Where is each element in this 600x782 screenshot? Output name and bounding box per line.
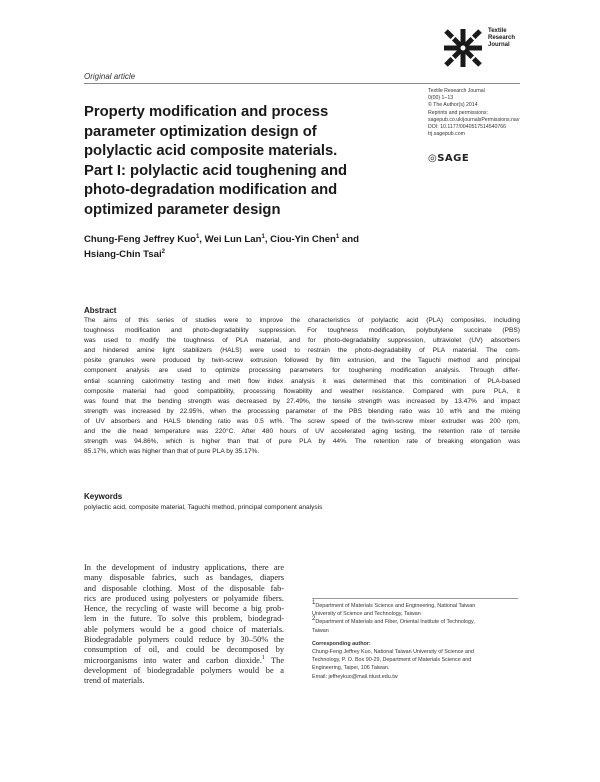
affiliation-sup: 1 <box>312 600 316 607</box>
body-line: consumption of oil, and could be decomposed by <box>84 645 284 655</box>
body-line: trend of materials. <box>84 676 145 686</box>
abstract-line: The aims of this series of studies were to improve the characteristics of polylactic acid (PLA) composites, including <box>84 317 520 324</box>
author-list <box>84 232 444 262</box>
body-line-tail: The <box>264 655 285 665</box>
permissions-link[interactable]: sagepub.co.uk/journalsPermissions.nav <box>428 116 520 123</box>
body-line <box>84 656 284 666</box>
publisher-logo <box>428 153 469 164</box>
affiliation-line: University of Science and Technology, Taiwan <box>312 611 421 618</box>
journal-logo-text <box>488 28 548 49</box>
body-line: able polymers would be a good choice of materials. <box>84 624 284 634</box>
abstract-line: of UV absorbers and HALS blending ratio was 0.5 wt%. The screw speed of the twin-screw mixer extruder was 200 rpm, <box>84 417 520 425</box>
author-affiliation-sup: 1 <box>335 233 340 240</box>
corresponding-line: Engineering, Taipei, 106 Taiwan. <box>312 665 390 672</box>
corresponding-line: Chung-Feng Jeffrey Kuo, National Taiwan University of Science and <box>312 649 474 656</box>
body-text <box>84 563 284 687</box>
body-line: and disposable clothing. Most of the disposable fab- <box>84 583 284 593</box>
corresponding-line: Technology, P. O. Box 90-29, Department of Materials Science and <box>312 657 472 664</box>
logo-line: Research <box>488 35 516 41</box>
author-line <box>84 232 444 247</box>
footnotes <box>312 602 522 681</box>
article-type-label: Original article <box>84 72 136 81</box>
title-line: parameter optimization design of <box>84 123 317 140</box>
abstract-line: ential scanning calorimetry testing and melt flow index analysis it was determined that this combination of PLA-based <box>84 377 520 385</box>
journal-site-link[interactable]: trj.sagepub.com <box>428 131 465 138</box>
abstract-line: strength was 94.86%, which is higher than that of pure PLA by 44%. The retention rate of breaking elongation was <box>84 438 520 446</box>
body-line: In the development of industry applications, there are <box>84 563 284 572</box>
affiliation-text: Department of Materials Science and Engineering, National Taiwan <box>315 603 476 609</box>
author-name: Wei Lun Lan <box>204 234 262 245</box>
abstract-line: and hindered amine light stabilizers (HALS) were used to restrain the photo-degradability of PLA material. The com- <box>84 347 520 355</box>
body-line: Biodegradable polymers could reduce by 30–50% the <box>84 635 284 645</box>
logo-line: Textile <box>488 28 507 34</box>
body-line: rics are produced using polyesters or polyamide fibers. <box>84 593 284 603</box>
affiliation-line <box>312 618 522 626</box>
body-line: development of biodegradable polymers would be a <box>84 665 284 675</box>
affiliation-text: Department of Materials and Fiber, Oriental Institute of Technology, <box>315 619 475 626</box>
affiliation-line: Taiwan <box>312 627 329 634</box>
abstract-line: was used to modify the toughness of PLA material, and for photo-degradability suppression, ultraviolet (UV) absorbers <box>84 337 520 345</box>
copyright: © The Author(s) 2014 <box>428 102 478 109</box>
abstract-line: posite granules were produced by twin-screw extrusion followed by film extrusion, and the Taguchi method and principal <box>84 357 520 365</box>
author-name: Hsiang-Chin Tsai <box>84 249 162 260</box>
author-name: Ciou-Yin Chen <box>270 234 336 245</box>
abstract-line: and the die head temperature was 220°C. After 480 hours of UV accelerated aging testing, the retention rate of tensile <box>84 428 520 436</box>
keywords-text: polylactic acid, composite material, Taguchi method, principal component analysis <box>84 504 323 511</box>
body-line: many disposable fabrics, such as bandages, diapers <box>84 573 284 583</box>
author-separator: , <box>264 234 271 245</box>
abstract-line: toughness modification and photo-degradability suppression. For toughness modification, polybutylene succinate (PBS) <box>84 327 520 335</box>
corresponding-author-heading: Corresponding author: <box>312 640 371 647</box>
author-affiliation-sup: 2 <box>161 248 165 255</box>
body-line-text: microorganisms into water and carbon dioxide. <box>84 655 262 665</box>
title-line: Property modification and process <box>84 104 329 120</box>
author-name: Chung-Feng Jeffrey Kuo <box>84 234 196 245</box>
article-meta <box>428 88 538 138</box>
abstract-line: was found that the bending strength was decreased by 27.49%, the tensile strength was increased by 13.47% and impact <box>84 397 520 405</box>
title-line: photo-degradation modification and <box>84 182 338 199</box>
author-separator: and <box>339 234 359 245</box>
abstract-body <box>84 316 520 457</box>
author-affiliation-sup: 1 <box>261 233 265 240</box>
header-rule <box>84 83 520 84</box>
title-line: polylactic acid composite materials. <box>84 143 338 160</box>
title-line: Part I: polylactic acid toughening and <box>84 162 348 179</box>
sage-mark-icon: ◎ <box>428 153 438 164</box>
journal-logo-icon <box>442 27 484 69</box>
volume-issue: 0(00) 1–13 <box>428 95 454 102</box>
abstract-line: 85.17%, which was higher than that of pure PLA by 35.17%. <box>84 448 260 456</box>
abstract-line: component analysis are used to optimize processing parameters for toughening modification analysis. Through differ- <box>84 367 520 375</box>
affiliation-sup: 2 <box>312 616 316 623</box>
body-line: lem in the future. To solve this problem, biodegrad- <box>84 614 284 624</box>
keywords-heading: Keywords <box>84 492 123 501</box>
doi[interactable]: DOI: 10.1177/0040517514540766 <box>428 124 507 131</box>
title-line: optimized parameter design <box>84 201 281 218</box>
reprints-label: Reprints and permissions: <box>428 109 488 116</box>
citation-sup[interactable]: 1 <box>261 654 265 661</box>
abstract-line: strength was increased by 22.95%, when the processing parameter of the PBS blending ratio was 10 wt% and the mixing <box>84 407 520 415</box>
affiliation-line <box>312 602 522 610</box>
corresponding-email[interactable]: Email: jeffreykuo@mail.ntust.edu.tw <box>312 673 398 680</box>
author-line <box>84 247 444 262</box>
body-line: Hence, the recycling of waste will become a big prob- <box>84 604 284 614</box>
author-affiliation-sup: 1 <box>195 233 200 240</box>
journal-name: Textile Research Journal <box>428 88 485 94</box>
abstract-line: composite material had good compatibility, processing flowability and weather resistance. Compared with pure PLA, it <box>84 387 520 395</box>
publisher-name: SAGE <box>437 153 470 164</box>
logo-line: Journal <box>488 42 510 48</box>
author-separator: , <box>199 234 205 245</box>
article-title <box>84 103 404 221</box>
footnote-rule <box>312 598 518 599</box>
abstract-heading: Abstract <box>84 306 117 315</box>
